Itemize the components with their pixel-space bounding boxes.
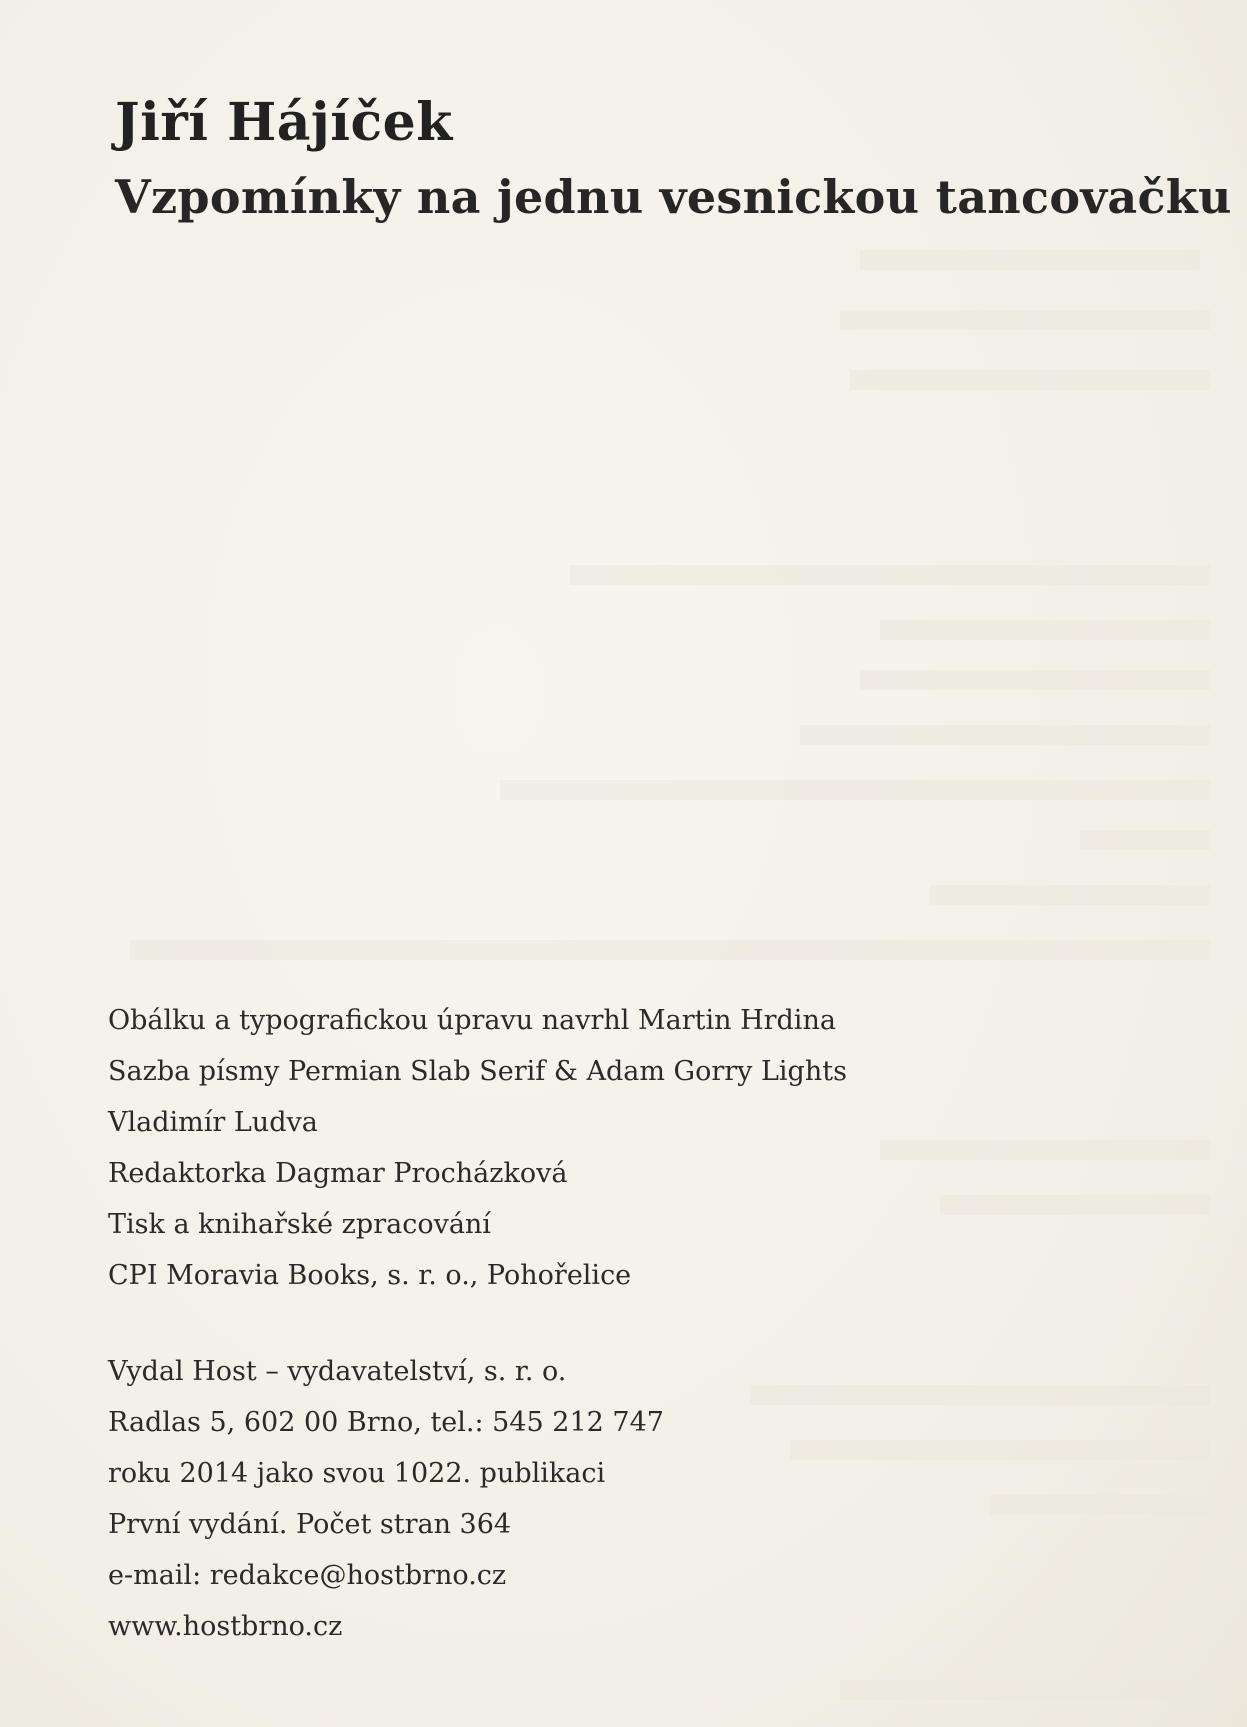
show-through-mark [940, 1195, 1210, 1215]
show-through-mark [840, 1680, 1210, 1700]
show-through-mark [130, 940, 1210, 960]
publisher-address: Radlas 5, 602 00 Brno, tel.: 545 212 747 [108, 1407, 664, 1438]
production-credits [108, 995, 847, 1301]
show-through-mark [930, 885, 1210, 905]
show-through-mark [1080, 830, 1210, 850]
publisher-line: Vydal Host – vydavatelství, s. r. o. [108, 1356, 567, 1387]
show-through-mark [840, 310, 1210, 330]
credit-line: Tisk a knihařské zpracování [108, 1209, 491, 1240]
credit-line: CPI Moravia Books, s. r. o., Pohořelice [108, 1260, 632, 1291]
book-title: Vzpomínky na jednu vesnickou tancovačku [115, 170, 1232, 224]
book-author: Jiří Hájíček [115, 92, 453, 153]
show-through-mark [850, 370, 1210, 390]
show-through-mark [800, 725, 1210, 745]
show-through-mark [570, 565, 1210, 585]
publisher-email: e-mail: redakce@hostbrno.cz [108, 1560, 507, 1591]
publication-number: roku 2014 jako svou 1022. publikaci [108, 1458, 606, 1489]
show-through-mark [860, 250, 1200, 270]
show-through-mark [880, 620, 1210, 640]
publisher-website: www.hostbrno.cz [108, 1611, 343, 1642]
edition-info: První vydání. Počet stran 364 [108, 1509, 512, 1540]
show-through-mark [990, 1495, 1210, 1515]
show-through-mark [500, 780, 1210, 800]
show-through-mark [750, 1385, 1210, 1405]
show-through-mark [880, 1140, 1210, 1160]
show-through-mark [790, 1440, 1210, 1460]
show-through-mark [860, 670, 1210, 690]
credit-line: Vladimír Ludva [108, 1107, 318, 1138]
publisher-info [108, 1346, 664, 1652]
credit-line: Obálku a typografickou úpravu navrhl Martin Hrdina [108, 1005, 836, 1036]
credit-line: Sazba písmy Permian Slab Serif & Adam Gorry Lights [108, 1056, 847, 1087]
credit-line: Redaktorka Dagmar Procházková [108, 1158, 568, 1189]
